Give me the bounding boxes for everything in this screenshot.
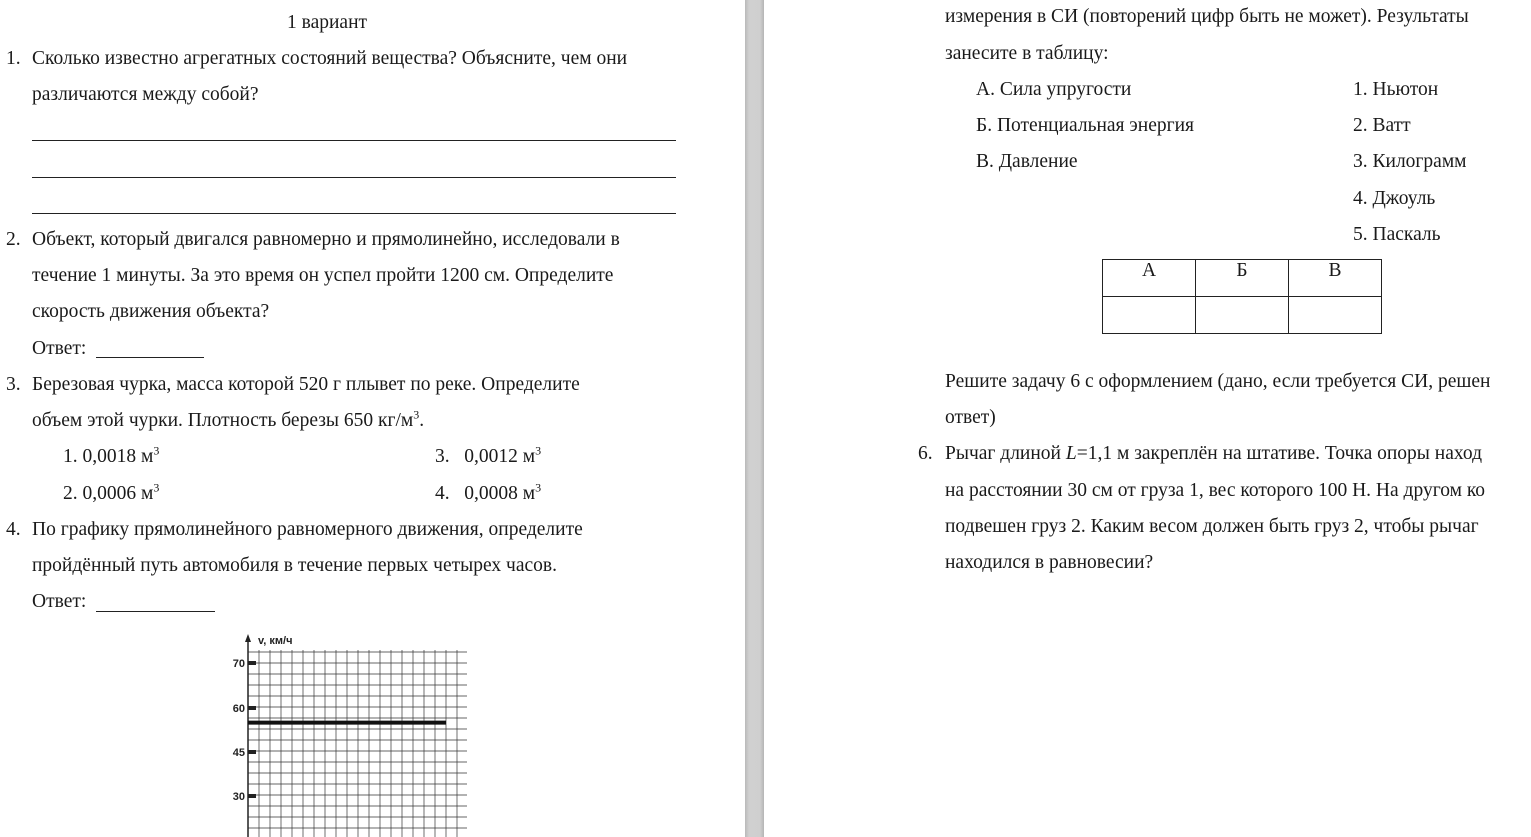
y-tick-label: 45 xyxy=(232,747,245,759)
y-tick-label: 60 xyxy=(232,703,245,715)
document-page-right xyxy=(764,0,1531,837)
answer-table xyxy=(1102,259,1382,334)
y-tick-label: 30 xyxy=(232,791,245,803)
question-4-line-1: По графику прямолинейного равномерного движения, определите xyxy=(32,519,583,540)
unit-1: 1. Ньютон xyxy=(1353,79,1439,100)
question-2-number: 2. xyxy=(6,229,21,250)
option-4-sup: 3 xyxy=(535,480,542,495)
question-2-answer-line[interactable] xyxy=(96,357,204,358)
question-3-line-1: Березовая чурка, масса которой 520 г плывет по реке. Определите xyxy=(32,374,580,395)
question-1-line-2: различаются между собой? xyxy=(32,84,259,105)
answer-line-2[interactable] xyxy=(32,177,676,178)
table-header-a: А xyxy=(1103,260,1196,297)
question-4-answer-line[interactable] xyxy=(96,611,215,612)
question-6-number: 6. xyxy=(918,443,933,464)
quantity-v: В. Давление xyxy=(976,151,1078,172)
question-3-line-2-end: . xyxy=(419,410,425,431)
option-4-value: 0,0008 м xyxy=(464,483,536,504)
document-page-left xyxy=(0,0,745,837)
option-2-value: 0,0006 м xyxy=(82,483,154,504)
option-4-number: 4. xyxy=(435,483,450,504)
question-3-line-2-sup: 3 xyxy=(413,407,420,422)
question-4-line-2: пройдённый путь автомобиля в течение первых четырех часов. xyxy=(32,555,557,576)
question-6-line-1 xyxy=(945,442,1482,466)
option-1[interactable] xyxy=(63,445,159,469)
y-tick-mark xyxy=(248,706,256,710)
unit-4: 4. Джоуль xyxy=(1353,188,1436,209)
option-2[interactable] xyxy=(63,482,159,506)
unit-3: 3. Килограмм xyxy=(1353,151,1467,172)
option-1-value: 0,0018 м xyxy=(82,446,154,467)
task-note-line-1: Решите задачу 6 с оформлением (дано, если требуется СИ, решен xyxy=(945,371,1491,392)
option-3-value: 0,0012 м xyxy=(464,446,536,467)
intro-line-1: измерения в СИ (повторений цифр быть не может). Результаты xyxy=(945,6,1469,27)
y-tick-mark xyxy=(248,661,256,665)
option-1-number: 1. xyxy=(63,446,78,467)
quantity-a: А. Сила упругости xyxy=(976,79,1132,100)
page-separator xyxy=(745,0,764,837)
question-2-answer-label: Ответ: xyxy=(32,338,87,359)
question-6-line-1-post: =1,1 м закреплён на штативе. Точка опоры наход xyxy=(1076,443,1482,464)
table-cell-b[interactable] xyxy=(1196,297,1289,334)
task-note-line-2: ответ) xyxy=(945,407,996,428)
option-3-sup: 3 xyxy=(535,443,542,458)
option-3[interactable] xyxy=(435,445,541,469)
option-2-sup: 3 xyxy=(153,480,160,495)
question-4-answer-label: Ответ: xyxy=(32,591,87,612)
answer-table-input-row xyxy=(1103,297,1382,334)
table-header-v: В xyxy=(1289,260,1382,297)
question-6-line-1-pre: Рычаг длиной xyxy=(945,443,1066,464)
y-tick-label: 70 xyxy=(232,658,245,670)
graph-grid xyxy=(248,650,467,837)
question-6-line-4: находился в равновесии? xyxy=(945,552,1154,573)
y-tick-mark xyxy=(248,750,256,754)
unit-2: 2. Ватт xyxy=(1353,115,1411,136)
option-4[interactable] xyxy=(435,482,541,506)
answer-table-header-row xyxy=(1103,260,1382,297)
question-1-line-1: Сколько известно агрегатных состояний вещества? Объясните, чем они xyxy=(32,48,628,69)
variant-title: 1 вариант xyxy=(287,12,368,33)
table-cell-v[interactable] xyxy=(1289,297,1382,334)
answer-line-1[interactable] xyxy=(32,140,676,141)
answer-line-3[interactable] xyxy=(32,213,676,214)
question-2-line-3: скорость движения объекта? xyxy=(32,301,270,322)
question-3-number: 3. xyxy=(6,374,21,395)
graph-y-axis-arrow-icon xyxy=(245,634,251,642)
graph-y-axis-label: v, км/ч xyxy=(258,635,293,647)
question-4-number: 4. xyxy=(6,519,21,540)
y-tick-mark xyxy=(248,794,256,798)
option-2-number: 2. xyxy=(63,483,78,504)
question-6-line-2: на расстоянии 30 см от груза 1, вес которого 100 Н. На другом ко xyxy=(945,480,1486,501)
question-3-line-2 xyxy=(32,409,424,433)
graph-ticks xyxy=(233,658,256,803)
question-2-line-1: Объект, который двигался равномерно и прямолинейно, исследовали в xyxy=(32,229,620,250)
option-1-sup: 3 xyxy=(153,443,160,458)
table-cell-a[interactable] xyxy=(1103,297,1196,334)
question-1-number: 1. xyxy=(6,48,21,69)
question-6-line-3: подвешен груз 2. Каким весом должен быть груз 2, чтобы рычаг xyxy=(945,516,1479,537)
option-3-number: 3. xyxy=(435,446,450,467)
velocity-time-graph xyxy=(226,630,476,837)
quantity-b: Б. Потенциальная энергия xyxy=(976,115,1195,136)
unit-5: 5. Паскаль xyxy=(1353,224,1441,245)
question-2-line-2: течение 1 минуты. За это время он успел пройти 1200 см. Определите xyxy=(32,265,614,286)
table-header-b: Б xyxy=(1196,260,1289,297)
question-6-variable: L xyxy=(1065,443,1077,464)
intro-line-2: занесите в таблицу: xyxy=(945,43,1109,64)
question-3-line-2-text: объем этой чурки. Плотность березы 650 кг/м xyxy=(32,410,414,431)
